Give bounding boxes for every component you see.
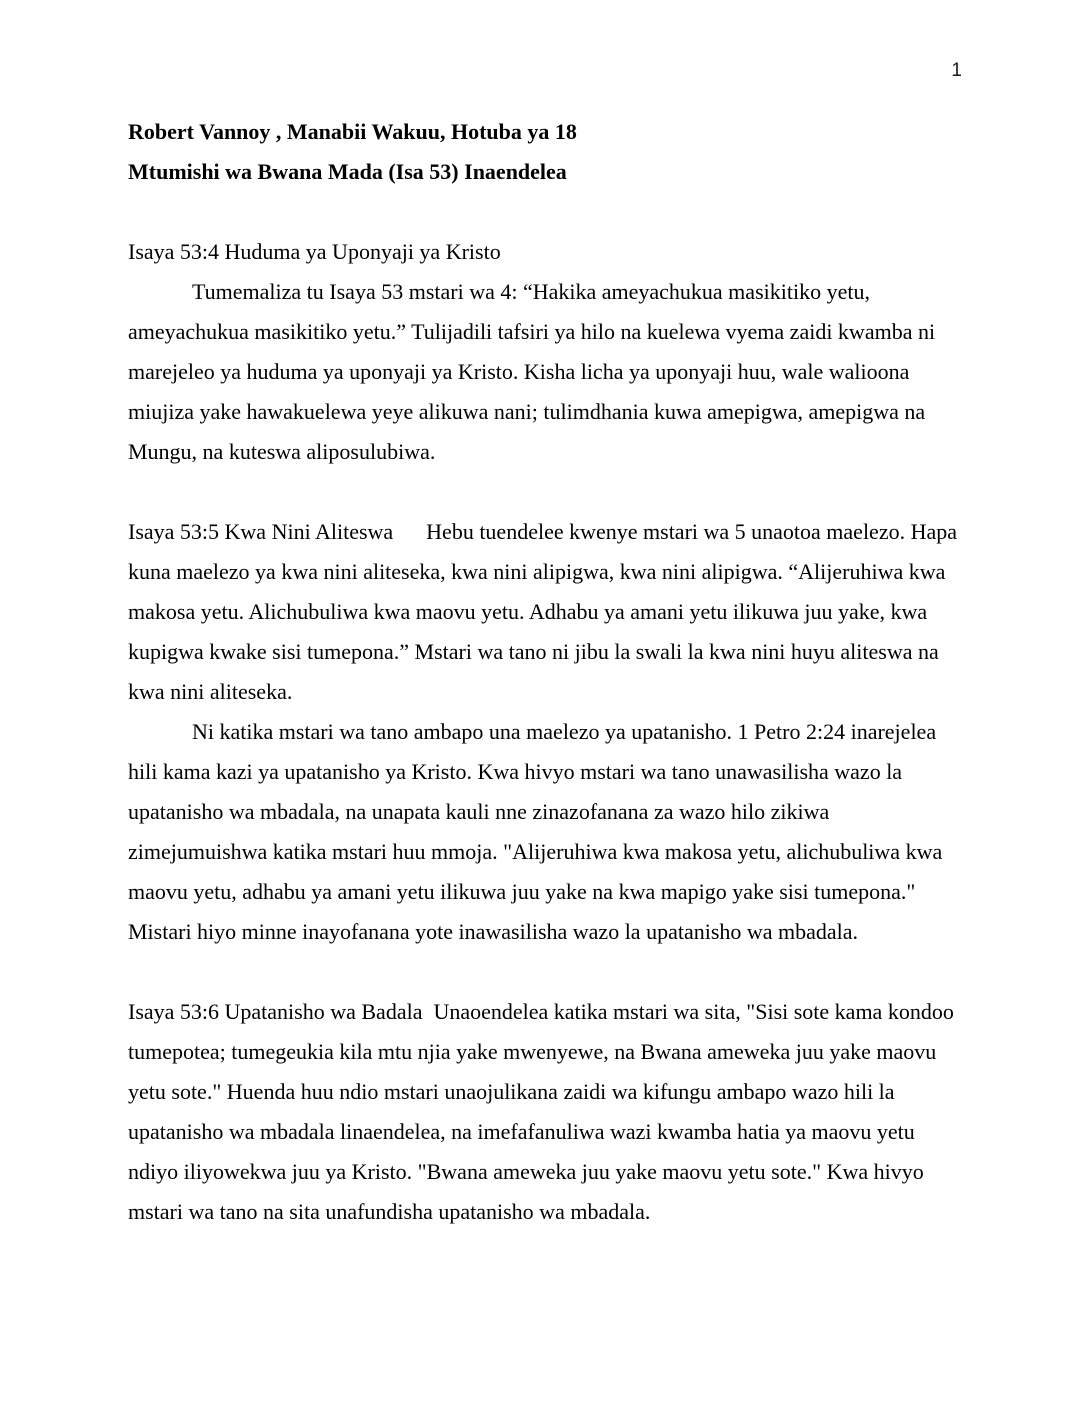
blank-line: [128, 472, 960, 512]
page-number: 1: [951, 60, 962, 81]
title-line: Robert Vannoy , Manabii Wakuu, Hotuba ya 18: [128, 119, 577, 144]
paragraph: Isaya 53:5 Kwa Nini Aliteswa Hebu tuendelee kwenye mstari wa 5 unaotoa maelezo. Hapa kuna maelezo ya kwa nini aliteseka, kwa nini alipigwa, kwa nini alipigwa. “Alijeruhiwa kwa makosa yetu. Alichubuliwa kwa maovu yetu. Adhabu ya amani yetu ilikuwa juu yake, kwa kupigwa kwake sisi tumepona.” Mstari wa tano ni jibu la swali la kwa nini huyu aliteswa na kwa nini aliteseka.: [128, 519, 963, 704]
paragraph: Isaya 53:4 Huduma ya Uponyaji ya Kristo: [128, 239, 501, 264]
paragraph: Isaya 53:6 Upatanisho wa Badala Unaoendelea katika mstari wa sita, "Sisi sote kama kondoo tumepotea; tumegeukia kila mtu njia yake mwenyewe, na Bwana ameweka juu yake maovu yetu sote." Huenda huu ndio mstari unaojulikana zaidi wa kifungu ambapo wazo hili la upatanisho wa mbadala linaendelea, na imefafanuliwa wazi kwamba hatia ya maovu yetu ndiyo iliyowekwa juu ya Kristo. "Bwana ameweka juu yake maovu yetu sote." Kwa hivyo mstari wa tano na sita unafundisha upatanisho wa mbadala.: [128, 999, 960, 1224]
document-content: [128, 112, 963, 1232]
title-line: Mtumishi wa Bwana Mada (Isa 53) Inaendelea: [128, 159, 567, 184]
paragraph: Tumemaliza tu Isaya 53 mstari wa 4: “Hakika ameyachukua masikitiko yetu, ameyachukua masikitiko yetu.” Tulijadili tafsiri ya hilo na kuelewa vyema zaidi kwamba ni marejeleo ya huduma ya uponyaji ya Kristo. Kisha licha ya uponyaji huu, wale walioona miujiza yake hawakuelewa yeye alikuwa nani; tulimdhania kuwa amepigwa, amepigwa na Mungu, na kuteswa aliposulubiwa.: [128, 279, 941, 464]
blank-line: [128, 952, 960, 992]
paragraph: Ni katika mstari wa tano ambapo una maelezo ya upatanisho. 1 Petro 2:24 inarejelea hili kama kazi ya upatanisho ya Kristo. Kwa hivyo mstari wa tano unawasilisha wazo la upatanisho wa mbadala, na unapata kauli nne zinazofanana za wazo hilo zikiwa zimejumuishwa katika mstari huu mmoja. "Alijeruhiwa kwa makosa yetu, alichubuliwa kwa maovu yetu, adhabu ya amani yetu ilikuwa juu yake na kwa mapigo yake sisi tumepona." Mistari hiyo minne inayofanana yote inawasilisha wazo la upatanisho wa mbadala.: [128, 719, 948, 944]
blank-line: [128, 192, 960, 232]
